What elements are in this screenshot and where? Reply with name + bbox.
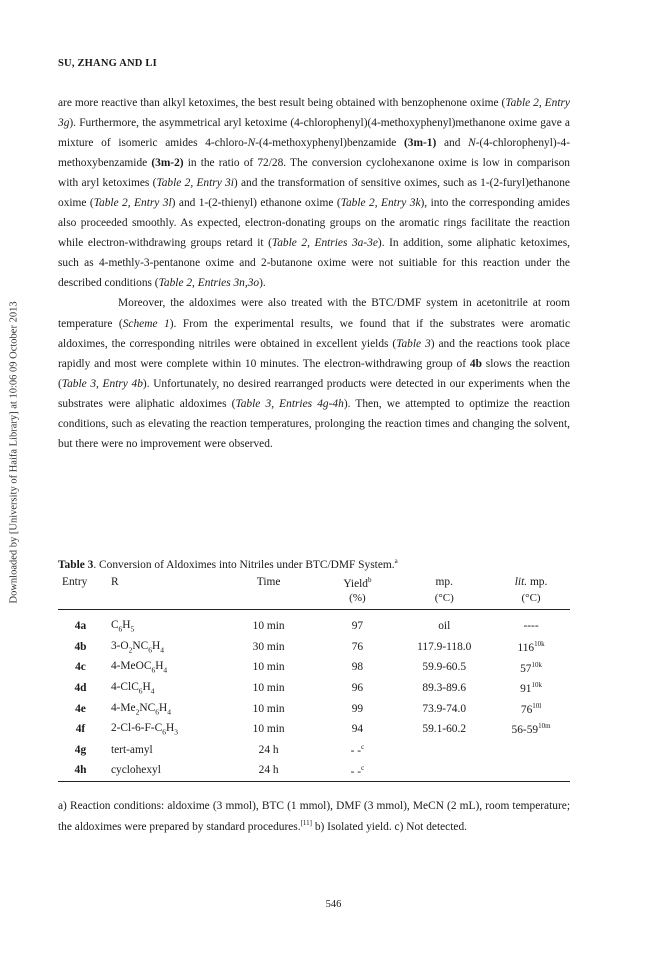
body-text — [58, 93, 570, 454]
cell-yield: 99 — [351, 702, 364, 715]
table-row — [58, 637, 570, 658]
cell-time: 10 min — [252, 661, 285, 674]
cell-entry: 4d — [74, 682, 87, 695]
cell-entry: 4h — [58, 760, 103, 781]
cell-entry: 4e — [75, 702, 86, 715]
cell-yield: 94 — [351, 723, 364, 736]
aldoxime-table — [58, 576, 570, 782]
cell-r: $4-MeOC_6H_4$ — [110, 660, 168, 675]
table-reference: Table 3, Entries 4g-4h — [235, 397, 344, 410]
cell-r: cyclohexyl — [103, 760, 219, 781]
table-reference: Table 2, Entry 3k — [340, 197, 421, 210]
table-row — [58, 657, 570, 678]
cell-r: tert-amyl — [110, 743, 153, 756]
table-row — [58, 760, 570, 781]
cell-entry: 4f — [75, 723, 86, 736]
col-yield: Yield$^b$ — [343, 576, 372, 590]
mp-unit: (°C) — [396, 592, 492, 610]
compound-label: 4b — [469, 357, 482, 370]
cell-r: $4-Me_2NC_6H_4$ — [110, 701, 171, 716]
cell-lit-mp: $91^{10k}$ — [520, 681, 542, 695]
cell-lit-mp: $57^{10k}$ — [520, 660, 542, 675]
cell-entry: 4a — [74, 620, 87, 633]
cell-r: $2-Cl-6-F-C_6H_3$ — [110, 722, 178, 737]
col-entry: Entry — [62, 576, 88, 588]
cell-yield: 96 — [351, 682, 364, 695]
table-reference: Table 2, Entry 3l — [93, 197, 172, 210]
cell-r: $3-O_2NC_6H_4$ — [110, 639, 164, 655]
cell-yield: - -$^c$ — [319, 760, 397, 781]
cell-time: 10 min — [252, 702, 285, 715]
cell-mp: 89.3-89.6 — [422, 682, 467, 695]
table-row — [58, 678, 570, 699]
table-reference: Table 2, Entry 3g — [58, 97, 570, 130]
cell-yield: 97 — [351, 620, 364, 633]
lit-mp-unit: (°C) — [492, 592, 570, 610]
table-row — [58, 610, 570, 637]
cell-lit-mp — [492, 760, 570, 781]
cell-time: 30 min — [252, 640, 285, 653]
cell-yield: - -$^c$ — [350, 742, 365, 757]
table-unit-row — [58, 592, 570, 610]
col-r: R — [110, 576, 119, 588]
cell-mp: 117.9-118.0 — [417, 640, 472, 653]
cell-lit-mp: $76^{10l}$ — [520, 701, 542, 716]
cell-r: $4-ClC_6H_4$ — [110, 680, 155, 696]
col-mp: mp. — [435, 576, 453, 588]
cell-lit-mp: $56-59^{10m}$ — [511, 722, 551, 737]
cell-time: 10 min — [252, 620, 285, 633]
running-header: SU, ZHANG AND LI — [58, 58, 157, 69]
download-watermark: Downloaded by [University of Haifa Library] at 10:06 09 October 2013 — [8, 301, 20, 604]
table-caption: Table 3. Conversion of Aldoximes into Nitriles under BTC/DMF System.$^a$ — [58, 557, 398, 571]
cell-time: 24 h — [258, 743, 279, 756]
cell-mp: 59.1-60.2 — [422, 723, 467, 736]
table-reference: Table 3 — [396, 337, 431, 350]
table-reference: Table 2, Entry 3i — [156, 177, 234, 190]
paragraph-1: are more reactive than alkyl ketoximes, the best result being obtained with benzophenone oxime (Table 2, Entry 3g). Furthermore, the asymmetrical aryl ketoxime (4-chlorophenyl)(4-methoxyphenyl)methanone oxime gave a mixture of isomeric amides 4-chloro-N-(4-methoxyphenyl)benzamide (3m-1) and N-(4-chlorophenyl)-4-methoxybenzamide (3m-2) in the ratio of 72/28. The conversion cyclohexanone oxime is low in comparison with aryl ketoximes (Table 2, Entry 3i) and the transformation of sensitive oximes, such as 1-(2-furyl)ethanone oxime (Table 2, Entry 3l) and 1-(2-thienyl) ethanone oxime (Table 2, Entry 3k), into the corresponding amides also proceeded smoothly. As expected, electron-donating groups on the aromatic rings facilitate the reaction while electron-withdrawing groups retard it (Table 2, Entries 3a-3e). In addition, some aliphatic ketoximes, such as 4-methly-3-pentanone oxime and 2-butanone oxime were not suitiable for this reaction under the described conditions (Table 2, Entries 3n,3o). — [58, 97, 571, 290]
cell-mp: 73.9-74.0 — [422, 702, 467, 715]
cell-lit-mp: $116^{10k}$ — [517, 639, 545, 654]
table-reference: Table 2, Entries 3a-3e — [271, 237, 378, 250]
cell-entry: 4c — [75, 661, 86, 674]
yield-unit: (%) — [319, 592, 397, 610]
compound-label: (3m-2) — [151, 157, 184, 170]
cell-time: 24 h — [219, 760, 319, 781]
col-time: Time — [256, 576, 281, 588]
table-row — [58, 719, 570, 740]
cell-time: 10 min — [252, 723, 285, 736]
cell-time: 10 min — [252, 682, 285, 695]
cell-lit-mp: ---- — [523, 620, 539, 633]
page-number: 546 — [325, 899, 342, 910]
cell-mp — [396, 760, 492, 781]
paragraph-2: Moreover, the aldoximes were also treated with the BTC/DMF system in acetonitrile at room temperature (Scheme 1). From the experimental results, we found that if the substrates were aromatic aldoximes, the corresponding nitriles were obtained in excellent yields (Table 3) and the reactions took place rapidly and most were complete within 10 minutes. The electron-withdrawing group of 4b slows the reaction (Table 3, Entry 4b). Unfortunately, no desired rearranged products were detected in our experiments when the substrates were aliphatic aldoximes (Table 3, Entries 4g-4h). Then, we attempted to optimize the reaction conditions, such as elevating the reaction temperatures, prolonging the reaction times and changing the solvent, but there were no improvement were observed. — [58, 297, 571, 450]
cell-mp — [396, 740, 492, 761]
table-row — [58, 740, 570, 761]
cell-yield: 76 — [351, 640, 364, 653]
scheme-reference: Scheme 1 — [122, 317, 170, 330]
cell-r: $C_6H_5$ — [110, 619, 135, 634]
cell-entry: 4g — [74, 743, 87, 756]
table-footnote: a) Reaction conditions: aldoxime (3 mmol), BTC (1 mmol), DMF (3 mmol), MeCN (2 mL), room temperature; the aldoximes were prepared by standard procedures.[11] b) Isolated yield. c) Not detected. — [58, 800, 570, 833]
cell-mp: 59.9-60.5 — [422, 661, 467, 674]
table-header-row — [58, 576, 570, 592]
table-reference: Table 3, Entry 4b — [61, 377, 143, 390]
table-row — [58, 698, 570, 719]
cell-yield: 98 — [351, 661, 364, 674]
cell-lit-mp — [492, 740, 570, 761]
table-reference: Table 2, Entries 3n,3o — [158, 277, 260, 290]
col-lit-mp: lit. mp. — [514, 576, 548, 588]
cell-entry: 4b — [74, 640, 87, 653]
cell-mp: oil — [438, 620, 451, 633]
compound-label: (3m-1) — [404, 137, 437, 150]
